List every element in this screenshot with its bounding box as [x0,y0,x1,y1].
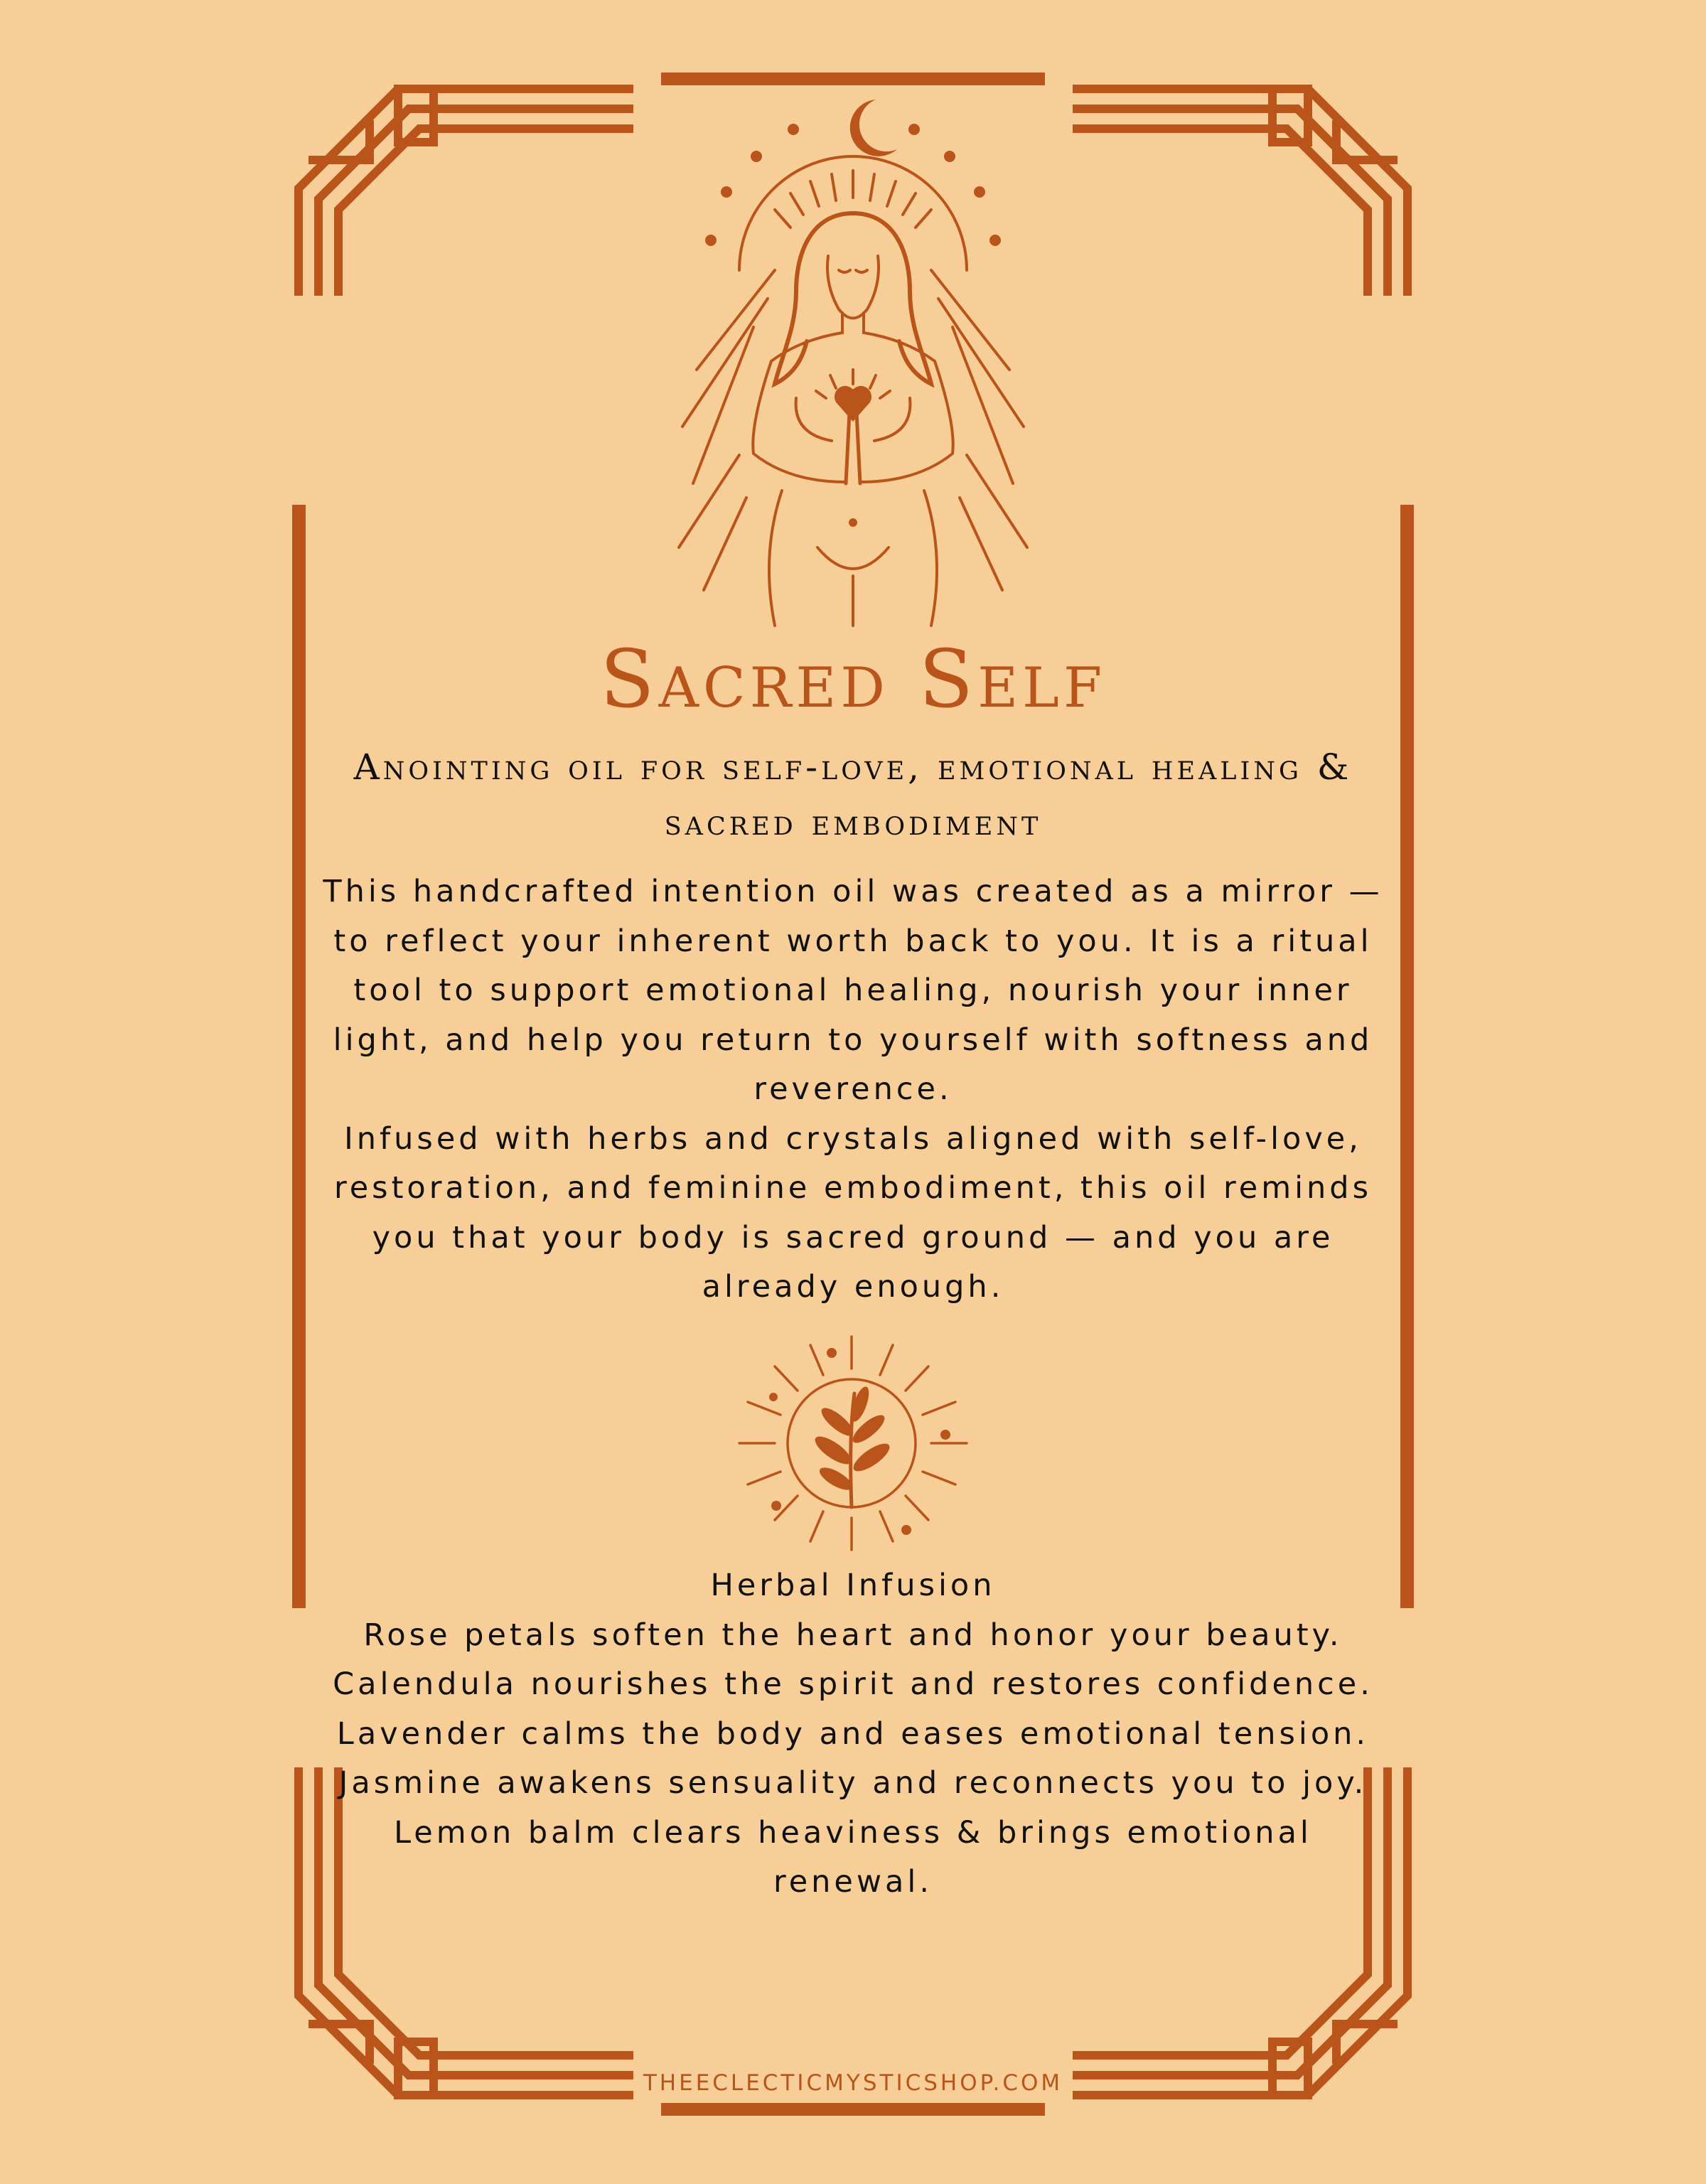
crescent-moon-icon [850,100,897,156]
herbal-heading: Herbal Infusion [710,1568,996,1603]
goddess-illustration [679,100,1027,626]
intro-paragraph: Infused with herbs and crystals aligned with self-love, restoration, and feminine embodiment, this oil reminds you that your body is sacred ground — and you are already enough. [333,1120,1373,1305]
page-title: Sacred Self [599,633,1107,726]
herbal-infusion-section [313,1561,1393,1907]
herbal-item: Jasmine awakens sensuality and reconnects you to joy. [338,1765,1368,1801]
website-link[interactable]: THEECLECTICMYSTICSHOP.COM [643,2070,1063,2096]
heart-icon [836,387,870,419]
sunburst-rays [739,1337,967,1550]
herbal-item: Calendula nourishes the spirit and restores confidence. [333,1666,1373,1702]
herbal-item: Lemon balm clears heaviness & brings emotional renewal. [394,1814,1312,1900]
herbal-item: Lavender calms the body and eases emotional tension. [336,1715,1370,1752]
intro-text [313,867,1393,1312]
herb-sprig-illustration [739,1337,967,1550]
corner-top-left [299,89,629,291]
herbal-item: Rose petals soften the heart and honor your beauty. [363,1617,1343,1653]
intro-paragraph: This handcrafted intention oil was created as a mirror — to reflect your inherent worth back to you. It is a ritual tool to support emotional healing, nourish your inner light, and help you return to yourself with softness and reverence. [323,874,1383,1107]
corner-top-right [1077,89,1407,291]
subtitle: Anointing oil for self-love, emotional healing & sacred embodiment [353,746,1353,843]
